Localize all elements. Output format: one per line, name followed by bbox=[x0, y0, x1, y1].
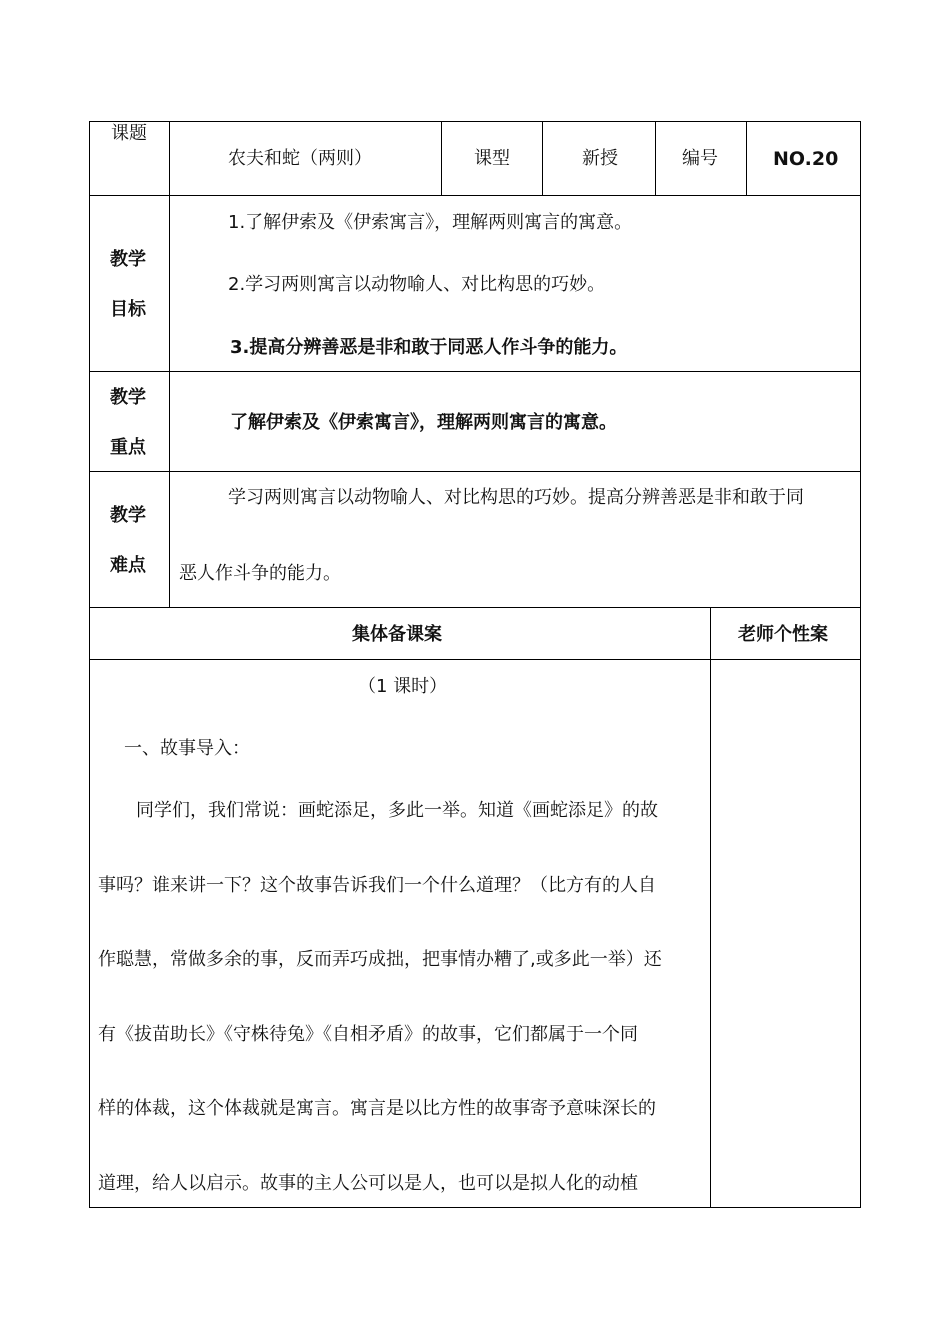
paragraph-line: 同学们，我们常说：画蛇添足，多此一举。知道《画蛇添足》的故 bbox=[136, 800, 658, 821]
topic-label: 课题 bbox=[111, 123, 147, 144]
objective-item-2: 2.学习两则寓言以动物喻人、对比构思的巧妙。 bbox=[228, 274, 606, 295]
plan-column-divider bbox=[710, 607, 711, 1208]
difficulties-label-line1: 教学 bbox=[110, 505, 146, 526]
difficulties-label-line2: 难点 bbox=[110, 555, 146, 576]
header-divider-4 bbox=[746, 121, 747, 196]
objective-item-1: 1.了解伊索及《伊索寓言》，理解两则寓言的寓意。 bbox=[228, 212, 633, 233]
group-plan-heading: 集体备课案 bbox=[352, 624, 442, 645]
paragraph-line: 样的体裁，这个体裁就是寓言。寓言是以比方性的故事寄予意味深长的 bbox=[98, 1098, 656, 1119]
keypoints-text: 了解伊索及《伊索寓言》，理解两则寓言的寓意。 bbox=[230, 412, 617, 433]
header-divider-1 bbox=[441, 121, 442, 196]
keypoints-label-line2: 重点 bbox=[110, 437, 146, 458]
paragraph-line: 有《拔苗助长》《守株待兔》《自相矛盾》的故事，它们都属于一个同 bbox=[98, 1024, 638, 1045]
period-text: （1 课时） bbox=[358, 676, 448, 697]
objective-item-3: 3.提高分辨善恶是非和敢于同恶人作斗争的能力。 bbox=[230, 337, 628, 358]
table-border-right bbox=[860, 121, 861, 1208]
paragraph-line: 事吗？谁来讲一下？这个故事告诉我们一个什么道理？（比方有的人自 bbox=[98, 875, 656, 896]
table-border-left bbox=[89, 121, 90, 1208]
header-divider-3 bbox=[655, 121, 656, 196]
row-divider-plan-header bbox=[89, 659, 861, 660]
label-column-divider bbox=[169, 121, 170, 608]
number-value: NO.20 bbox=[773, 148, 839, 170]
number-label: 编号 bbox=[682, 148, 718, 169]
type-value: 新授 bbox=[582, 148, 618, 169]
header-divider-2 bbox=[542, 121, 543, 196]
topic-value: 农夫和蛇（两则） bbox=[228, 148, 372, 169]
paragraph-line: 道理，给人以启示。故事的主人公可以是人，也可以是拟人化的动植 bbox=[98, 1173, 638, 1194]
paragraph-line: 作聪慧，常做多余的事，反而弄巧成拙，把事情办糟了,或多此一举）还 bbox=[98, 949, 662, 970]
type-label: 课型 bbox=[474, 148, 510, 169]
row-divider-keypoints bbox=[89, 471, 861, 472]
objectives-label-line2: 目标 bbox=[110, 299, 146, 320]
row-divider-difficulties bbox=[89, 607, 861, 608]
row-divider-objectives bbox=[89, 371, 861, 372]
difficulties-line-2: 恶人作斗争的能力。 bbox=[179, 563, 341, 584]
keypoints-label-line1: 教学 bbox=[110, 387, 146, 408]
objectives-label-line1: 教学 bbox=[110, 249, 146, 270]
section-title: 一、故事导入： bbox=[124, 738, 250, 759]
difficulties-line-1: 学习两则寓言以动物喻人、对比构思的巧妙。提高分辨善恶是非和敢于同 bbox=[228, 487, 804, 508]
table-border-bottom bbox=[89, 1207, 861, 1208]
teacher-plan-heading: 老师个性案 bbox=[738, 624, 828, 645]
